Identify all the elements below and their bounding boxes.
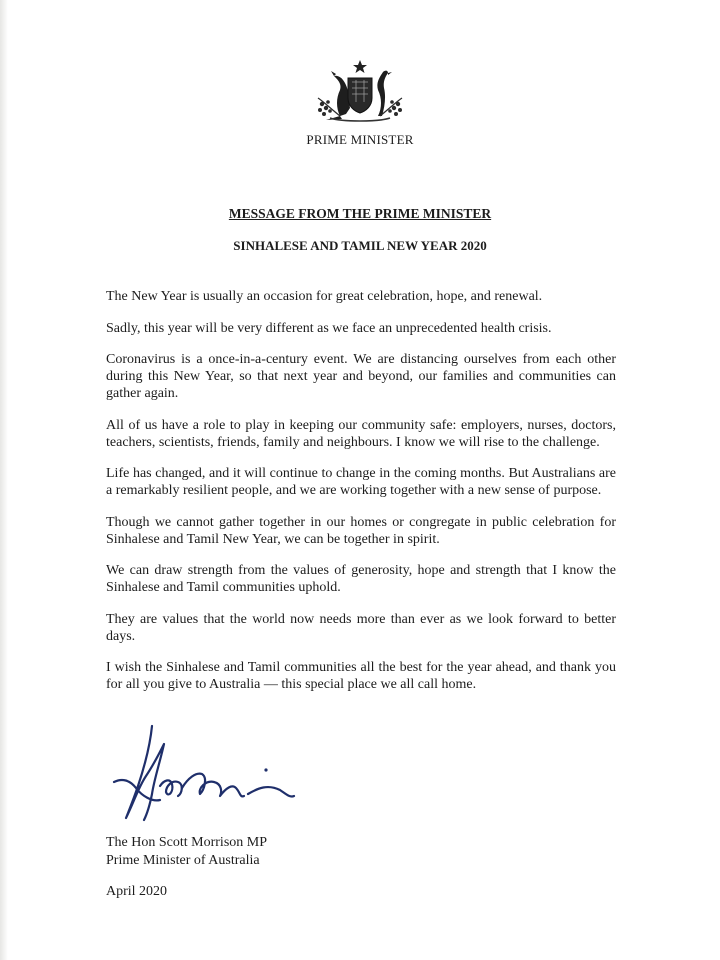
signatory-name: The Hon Scott Morrison MP bbox=[106, 835, 267, 850]
australian-coat-of-arms-icon bbox=[312, 58, 408, 124]
paragraph: We can draw strength from the values of generosity, hope and strength that I know the Sinhalese and Tamil communities uphold. bbox=[106, 563, 616, 595]
paragraph: Coronavirus is a once-in-a-century event. We are distancing ourselves from each other during this New Year, so that next year and beyond, our families and communities can gather again. bbox=[106, 352, 616, 401]
signatory-block bbox=[106, 834, 267, 870]
paragraph: They are values that the world now needs more than ever as we look forward to better days. bbox=[106, 611, 616, 644]
paragraph: Life has changed, and it will continue to change in the coming months. But Australians are a remarkably resilient people, and we are working together with a new sense of purpose. bbox=[106, 466, 616, 498]
handwritten-signature-icon bbox=[108, 722, 298, 828]
paragraph: Though we cannot gather together in our homes or congregate in public celebration for Sinhalese and Tamil New Year, we can be together in spirit. bbox=[106, 514, 616, 547]
paragraph: Sadly, this year will be very different as we face an unprecedented health crisis. bbox=[106, 320, 552, 336]
message-heading: MESSAGE FROM THE PRIME MINISTER bbox=[228, 206, 492, 221]
paragraph: The New Year is usually an occasion for great celebration, hope, and renewal. bbox=[106, 289, 543, 304]
signatory-position: Prime Minister of Australia bbox=[106, 853, 260, 868]
paragraph: I wish the Sinhalese and Tamil communities all the best for the year ahead, and thank you for all you give to Australia — this special place we all call home. bbox=[106, 660, 616, 692]
message-subheading: SINHALESE AND TAMIL NEW YEAR 2020 bbox=[233, 238, 487, 253]
letter-body bbox=[106, 288, 616, 708]
letter-date: April 2020 bbox=[106, 884, 168, 899]
office-title: PRIME MINISTER bbox=[306, 132, 414, 147]
paragraph: All of us have a role to play in keeping our community safe: employers, nurses, doctors, teachers, scientists, friends, family and neighbours. I know we will rise to the challenge. bbox=[106, 417, 616, 450]
